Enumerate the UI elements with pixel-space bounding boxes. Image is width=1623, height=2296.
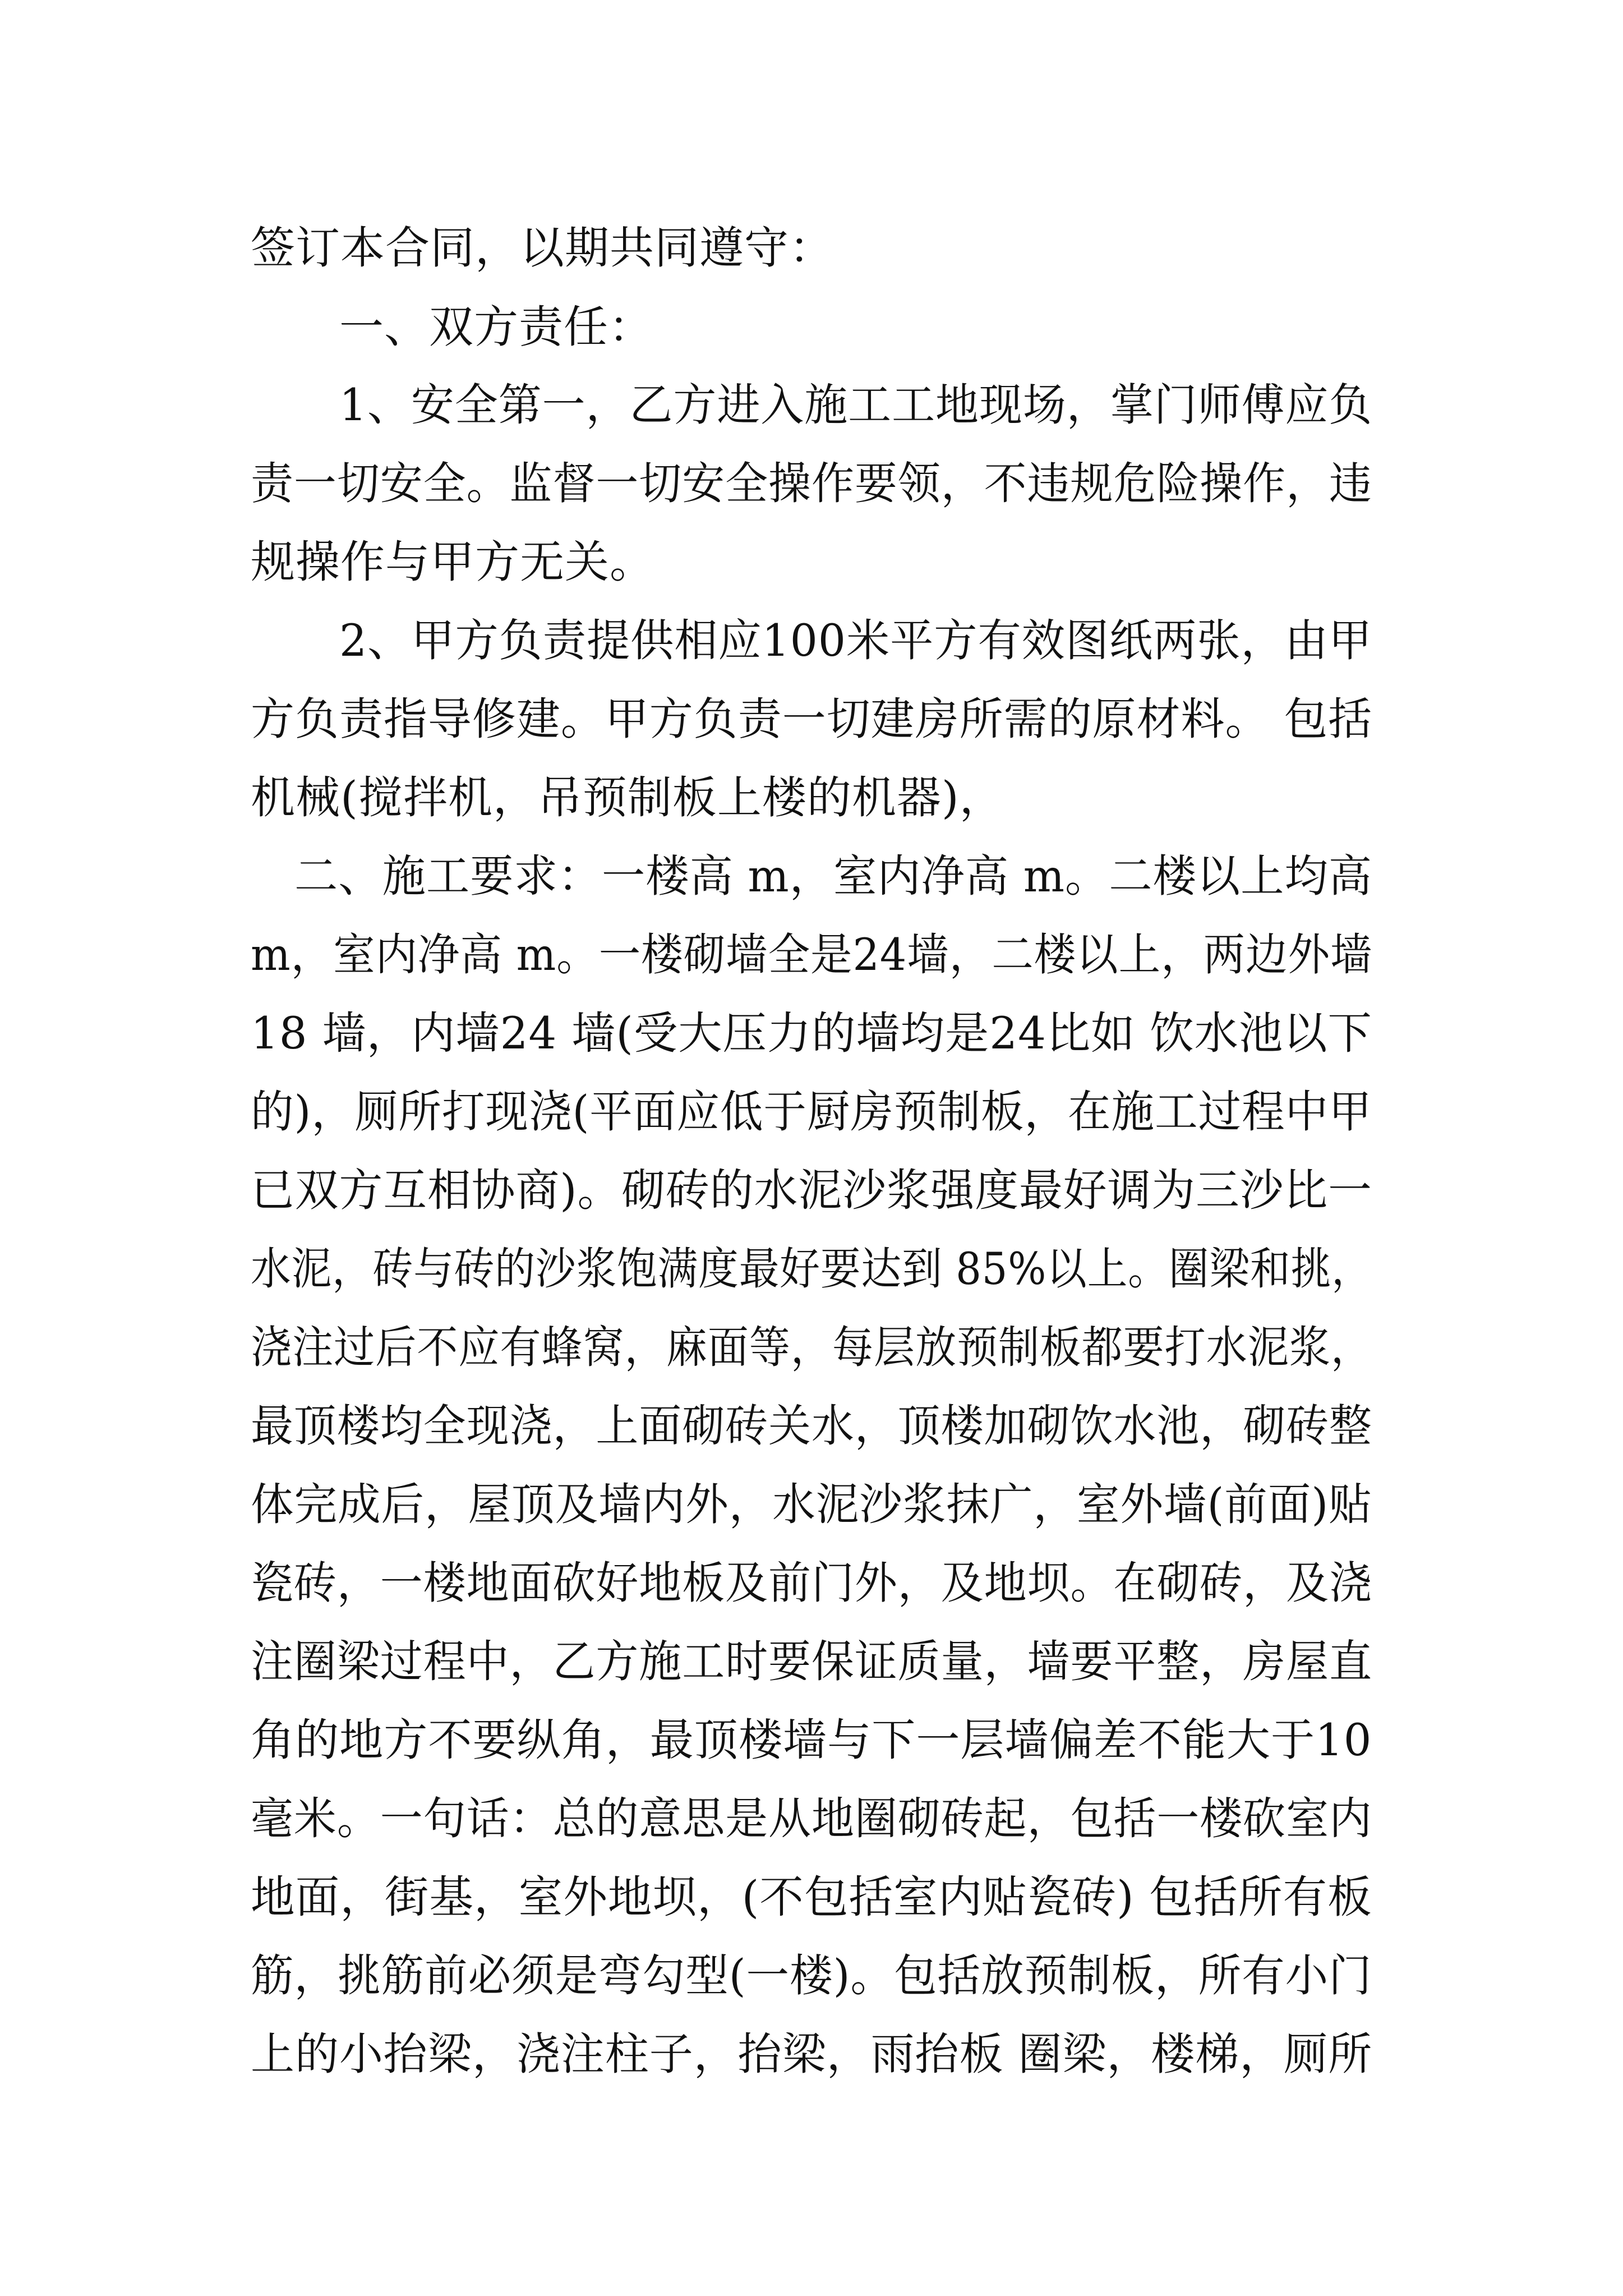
text-line-3: 1、安全第一，乙方进入施工工地现场，掌门师傅应负 (339, 379, 1373, 431)
text-line-24: 上的小抬梁，浇注柱子，抬梁，雨抬板 圈梁，楼梯，厕所 (251, 2028, 1373, 2080)
text-line-13: 已双方互相协商)。砌砖的水泥沙浆强度最好调为三沙比一 (251, 1165, 1372, 1216)
text-line-12: 的)，厕所打现浇(平面应低于厨房预制板，在施工过程中甲 (251, 1086, 1372, 1138)
text-line-8: 机械(搅拌机，吊预制板上楼的机器)， (251, 772, 1004, 823)
text-line-5: 规操作与甲方无关。 (251, 536, 654, 588)
heading-construction-requirements: 二、施工要求：一楼高 m，室内净高 m。二楼以上均高 (294, 850, 1373, 902)
text-line-1: 签订本合同，以期共同遵守： (251, 222, 834, 274)
text-line-11: 18 墙，内墙24 墙(受大压力的墙均是24比如 饮水池以下 (251, 1007, 1372, 1059)
heading-mutual-responsibilities: 一、双方责任： (339, 301, 653, 353)
text-line-6: 2、甲方负责提供相应100米平方有效图纸两张，由甲 (339, 615, 1373, 666)
text-line-17: 体完成后，屋顶及墙内外，水泥沙浆抹广，室外墙(前面)贴 (251, 1479, 1372, 1530)
text-line-16: 最顶楼均全现浇，上面砌砖关水，顶楼加砌饮水池，砌砖整 (251, 1400, 1372, 1452)
text-line-18: 瓷砖，一楼地面砍好地板及前门外，及地坝。在砌砖，及浇 (251, 1557, 1372, 1609)
text-line-19: 注圈梁过程中，乙方施工时要保证质量，墙要平整，房屋直 (251, 1636, 1372, 1687)
text-line-10: m，室内净高 m。一楼砌墙全是24墙，二楼以上，两边外墙 (251, 929, 1373, 981)
text-line-15: 浇注过后不应有蜂窝，麻面等，每层放预制板都要打水泥浆， (251, 1322, 1372, 1373)
text-line-20: 角的地方不要纵角，最顶楼墙与下一层墙偏差不能大于10 (251, 1714, 1372, 1766)
text-line-7: 方负责指导修建。甲方负责一切建房所需的原材料。 包括 (251, 693, 1373, 745)
text-line-22: 地面，街基，室外地坝，(不包括室内贴瓷砖) 包括所有板 (251, 1871, 1372, 1923)
text-line-23: 筋，挑筋前必须是弯勾型(一楼)。包括放预制板，所有小门 (251, 1950, 1372, 2001)
text-line-21: 毫米。一句话：总的意思是从地圈砌砖起，包括一楼砍室内 (251, 1793, 1372, 1844)
text-line-4: 责一切安全。监督一切安全操作要领，不违规危险操作，违 (251, 458, 1372, 509)
text-line-14: 水泥，砖与砖的沙浆饱满度最好要达到 85%以上。圈梁和挑， (251, 1243, 1372, 1295)
